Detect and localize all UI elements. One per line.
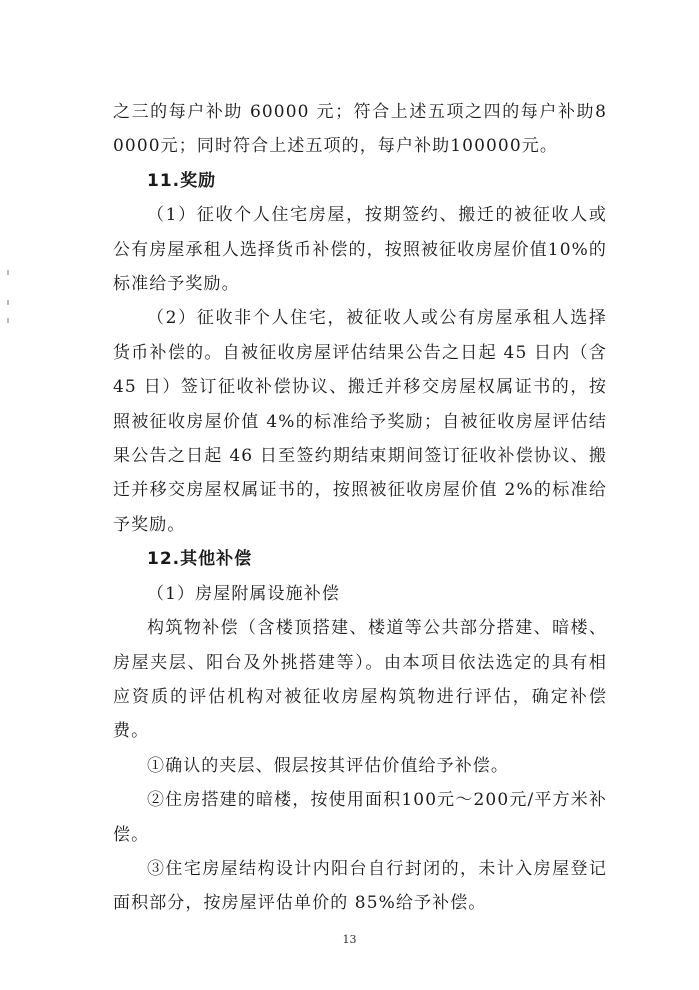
- subheading-ancillary-facilities: （1）房屋附属设施补偿: [147, 583, 340, 604]
- paragraph-reward-nonresidential: （2）征收非个人住宅，被征收人或公有房屋承租人选择货币补偿的。自被征收房屋评估结果公告之日起 45 日内（含 45 日）签订征收补偿协议、搬迁并移交房屋权属证书的，按照被征收房屋价值 4%的标准给予奖励；自被征收房屋评估结果公告之日起 46 日至签约期结束期间签订征收补偿协议、搬迁并移交房屋权属证书的，按照被征收房屋价值 2%的标准给予奖励。: [113, 308, 607, 535]
- page-number: 13: [342, 933, 357, 946]
- list-item-enclosed-balcony: ③住宅房屋结构设计内阳台自行封闭的，未计入房屋登记面积部分，按房屋评估单价的 85%给予补偿。: [113, 858, 607, 914]
- section-heading-reward: 11.奖励: [147, 170, 217, 191]
- scan-margin-mark: [7, 300, 9, 305]
- paragraph-continuation: 之三的每户补助 60000 元；符合上述五项之四的每户补助80000元；同时符合上述五项的，每户补助100000元。: [113, 102, 607, 157]
- scan-margin-mark: [7, 318, 9, 323]
- document-body: [113, 95, 607, 921]
- list-item-hidden-floor: ②住房搭建的暗楼，按使用面积100元～200元/平方米补偿。: [113, 790, 607, 845]
- list-item-mezzanine: ①确认的夹层、假层按其评估价值给予补偿。: [147, 755, 509, 776]
- scan-margin-mark: [7, 270, 9, 275]
- paragraph-reward-residential: （1）征收个人住宅房屋，按期签约、搬迁的被征收人或公有房屋承租人选择货币补偿的，按照被征收房屋价值10%的标准给予奖励。: [113, 205, 607, 295]
- paragraph-structures-compensation: 构筑物补偿（含楼顶搭建、楼道等公共部分搭建、暗楼、房屋夹层、阳台及外挑搭建等）。由本项目依法选定的具有相应资质的评估机构对被征收房屋构筑物进行评估，确定补偿费。: [113, 618, 607, 742]
- section-heading-other-compensation: 12.其他补偿: [147, 549, 253, 570]
